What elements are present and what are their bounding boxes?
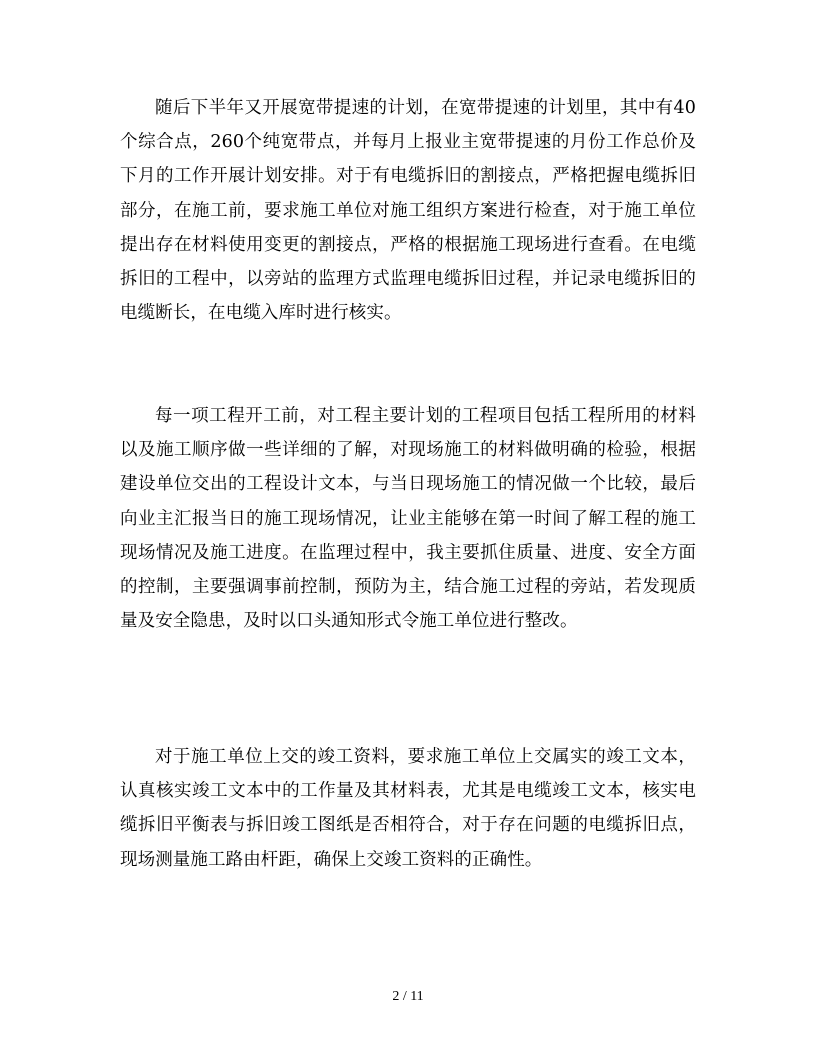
paragraph-completion-documents: 对于施工单位上交的竣工资料，要求施工单位上交属实的竣工文本，认真核实竣工文本中的工作量及其材料表，尤其是电缆竣工文本，核实电缆拆旧平衡表与拆旧竣工图纸是否相符合，对于存在问题的电缆拆旧点，现场测量施工路由杆距，确保上交竣工资料的正确性。 [120, 747, 696, 870]
paragraph-project-preparation: 每一项工程开工前，对工程主要计划的工程项目包括工程所用的材料以及施工顺序做一些详细的了解，对现场施工的材料做明确的检验，根据建设单位交出的工程设计文本，与当日现场施工的情况做一个比较，最后向业主汇报当日的施工现场情况，让业主能够在第一时间了解工程的施工现场情况及施工进度。在监理过程中，我主要抓住质量、进度、安全方面的控制，主要强调事前控制，预防为主，结合施工过程的旁站，若发现质量及安全隐患，及时以口头通知形式令施工单位进行整改。 [120, 406, 696, 632]
paragraph-broadband-upgrade: 随后下半年又开展宽带提速的计划，在宽带提速的计划里，其中有40个综合点，260个纯宽带点，并每月上报业主宽带提速的月份工作总价及下月的工作开展计划安排。对于有电缆拆旧的割接点，严格把握电缆拆旧部分，在施工前，要求施工单位对施工组织方案进行检查，对于施工单位提出存在材料使用变更的割接点，严格的根据施工现场进行查看。在电缆拆旧的工程中，以旁站的监理方式监理电缆拆旧过程，并记录电缆拆旧的电缆断长，在电缆入库时进行核实。 [120, 98, 696, 324]
page-number: 2 / 11 [392, 989, 424, 1004]
